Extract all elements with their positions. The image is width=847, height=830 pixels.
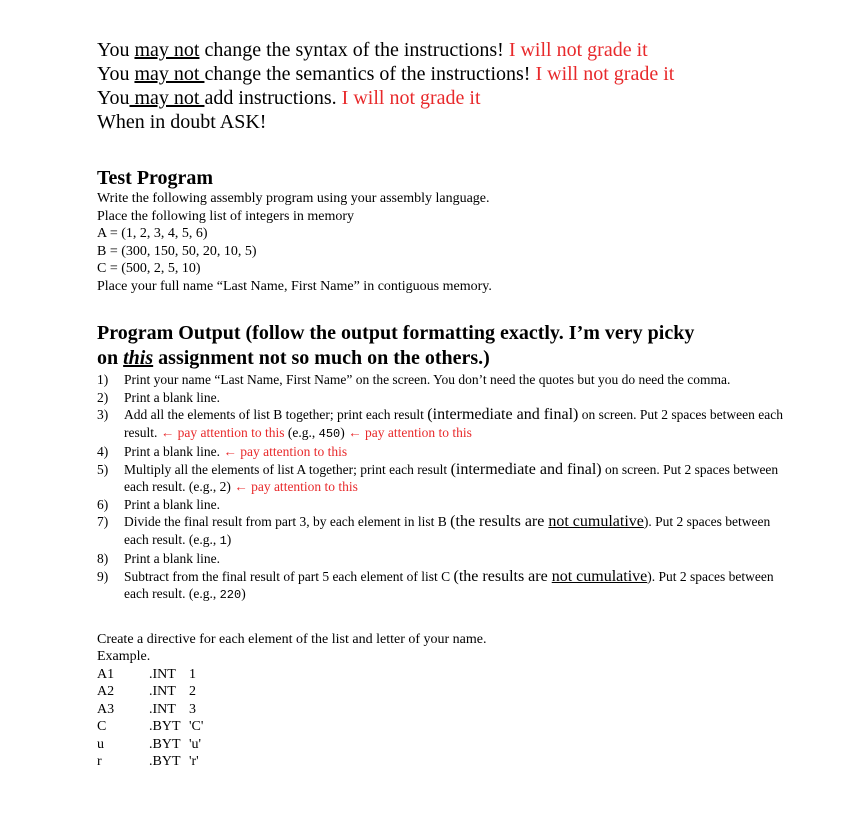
directive-value: 3 bbox=[189, 701, 196, 717]
step-text-large: (intermediate and final) bbox=[450, 460, 602, 478]
directive-type: .INT bbox=[149, 666, 176, 682]
directive-value: 1 bbox=[189, 666, 196, 682]
step-9 bbox=[97, 568, 797, 605]
rules-block bbox=[97, 38, 797, 134]
step-text: ) bbox=[241, 586, 246, 601]
step-text: Subtract from the final result of part 5 each element of list C bbox=[124, 568, 454, 584]
step-text: Print a blank line. bbox=[124, 496, 220, 512]
step-text: (e.g., bbox=[284, 424, 319, 440]
directive-label: A2 bbox=[97, 684, 115, 699]
step-number: 4) bbox=[97, 444, 109, 459]
step-text: Add all the elements of list B together; print each result bbox=[124, 407, 428, 422]
heading-line: assignment not so much on the others.) bbox=[153, 347, 490, 369]
rule-underline: may not bbox=[129, 87, 205, 109]
step-text: Divide the final result from part 3, by each element in list B bbox=[124, 514, 451, 529]
step-text: ). Put 2 spaces between each result. (e.g., bbox=[124, 514, 771, 547]
directive-value: 'r' bbox=[189, 754, 199, 769]
directive-label: u bbox=[97, 736, 104, 752]
directive-label: A1 bbox=[97, 666, 115, 682]
directive-type: .BYT bbox=[149, 736, 181, 752]
step-text-large: (intermediate and final) bbox=[427, 406, 579, 423]
step-text: Multiply all the elements of list A together; print each result bbox=[124, 461, 451, 477]
rule-warning: I will not grade it bbox=[341, 87, 481, 109]
step-1 bbox=[97, 371, 797, 389]
step-text: ) bbox=[226, 531, 232, 547]
step-text-large: (the results are bbox=[450, 513, 549, 530]
step-text: Print a blank line. bbox=[124, 551, 220, 566]
step-number: 6) bbox=[97, 496, 109, 512]
step-text: on screen. Put 2 spaces between each result. (e.g., 2) bbox=[124, 461, 779, 494]
rule-add bbox=[97, 86, 797, 110]
step-text: Print a blank line. bbox=[124, 389, 220, 405]
step-text-underlined: not cumulative bbox=[548, 513, 644, 530]
attention-note: ← pay attention to this bbox=[234, 479, 358, 494]
directive-label: r bbox=[97, 754, 102, 769]
rule-warning: I will not grade it bbox=[508, 39, 648, 61]
directive-value: 2 bbox=[189, 684, 196, 699]
rule-underline: may not bbox=[134, 63, 205, 85]
rule-warning: I will not grade it bbox=[535, 63, 675, 85]
test-program-heading: Test Program bbox=[97, 167, 214, 189]
rule-semantics bbox=[97, 62, 797, 86]
rule-ask: When in doubt ASK! bbox=[97, 111, 267, 133]
rule-text: You bbox=[97, 87, 130, 109]
test-line: Place your full name “Last Name, First Name” in contiguous memory. bbox=[97, 278, 492, 294]
heading-line: on bbox=[97, 347, 124, 369]
table-row bbox=[97, 736, 203, 754]
step-text-underlined: not cumulative bbox=[551, 567, 648, 585]
directive-intro: Create a directive for each element of the list and letter of your name. bbox=[97, 631, 487, 647]
list-c: C = (500, 2, 5, 10) bbox=[97, 261, 201, 276]
step-3 bbox=[97, 406, 797, 443]
output-steps-list bbox=[97, 371, 797, 605]
rule-syntax bbox=[97, 38, 797, 62]
directive-section bbox=[97, 631, 797, 771]
list-b: B = (300, 150, 50, 20, 10, 5) bbox=[97, 243, 257, 259]
list-a: A = (1, 2, 3, 4, 5, 6) bbox=[97, 226, 208, 241]
step-number: 5) bbox=[97, 461, 109, 477]
example-value: 220 bbox=[219, 588, 242, 602]
rule-text: add instructions. bbox=[204, 87, 342, 109]
step-number: 9) bbox=[97, 568, 109, 584]
example-value: 450 bbox=[318, 426, 341, 441]
example-value: 1 bbox=[219, 533, 227, 548]
test-line: Place the following list of integers in memory bbox=[97, 208, 355, 224]
step-number: 7) bbox=[97, 514, 109, 529]
step-number: 1) bbox=[97, 372, 109, 387]
step-text-large: (the results are bbox=[453, 567, 552, 585]
rule-text: change the semantics of the instructions! bbox=[204, 63, 536, 85]
directive-example-label: Example. bbox=[97, 649, 151, 664]
directive-label: C bbox=[97, 719, 107, 734]
table-row bbox=[97, 701, 203, 719]
step-number: 2) bbox=[97, 389, 109, 405]
step-number: 8) bbox=[97, 551, 109, 566]
step-text: ). Put 2 spaces between each result. (e.g., bbox=[124, 568, 774, 601]
test-line: Write the following assembly program using your assembly language. bbox=[97, 191, 490, 206]
table-row bbox=[97, 683, 203, 701]
step-text: on screen. Put 2 spaces between each result. bbox=[124, 407, 784, 440]
table-row bbox=[97, 666, 203, 684]
document-page bbox=[97, 38, 797, 771]
attention-note: ← pay attention to this bbox=[223, 444, 348, 459]
step-number: 3) bbox=[97, 407, 109, 422]
directive-type: .INT bbox=[149, 684, 176, 699]
rule-text: You bbox=[97, 39, 135, 61]
test-program-body bbox=[97, 190, 797, 295]
step-4 bbox=[97, 443, 797, 461]
step-7 bbox=[97, 513, 797, 550]
rule-underline: may not bbox=[134, 39, 200, 61]
program-output-heading bbox=[97, 321, 797, 371]
directive-table bbox=[97, 666, 203, 771]
program-output-section bbox=[97, 321, 797, 605]
directive-type: .BYT bbox=[149, 754, 181, 769]
directive-value: 'u' bbox=[189, 736, 202, 752]
attention-note: ← pay attention to this bbox=[348, 424, 472, 440]
heading-line: Program Output (follow the output formatting exactly. I’m very picky bbox=[97, 322, 695, 344]
step-2 bbox=[97, 389, 797, 407]
step-8 bbox=[97, 550, 797, 568]
step-text: Print a blank line. bbox=[124, 444, 224, 459]
step-5 bbox=[97, 461, 797, 496]
heading-emphasis: this bbox=[123, 347, 154, 369]
directive-value: 'C' bbox=[189, 719, 204, 734]
step-6 bbox=[97, 496, 797, 514]
table-row bbox=[97, 718, 203, 736]
rule-text: change the syntax of the instructions! bbox=[199, 39, 509, 61]
directive-label: A3 bbox=[97, 701, 115, 717]
attention-note: ← pay attention to this bbox=[160, 424, 285, 440]
directive-type: .INT bbox=[149, 701, 176, 717]
step-text: Print your name “Last Name, First Name” on the screen. You don’t need the quotes but you do need the comma. bbox=[124, 372, 731, 387]
table-row bbox=[97, 753, 203, 771]
step-text: ) bbox=[340, 424, 349, 440]
rule-text: You bbox=[97, 63, 135, 85]
directive-type: .BYT bbox=[149, 719, 181, 734]
